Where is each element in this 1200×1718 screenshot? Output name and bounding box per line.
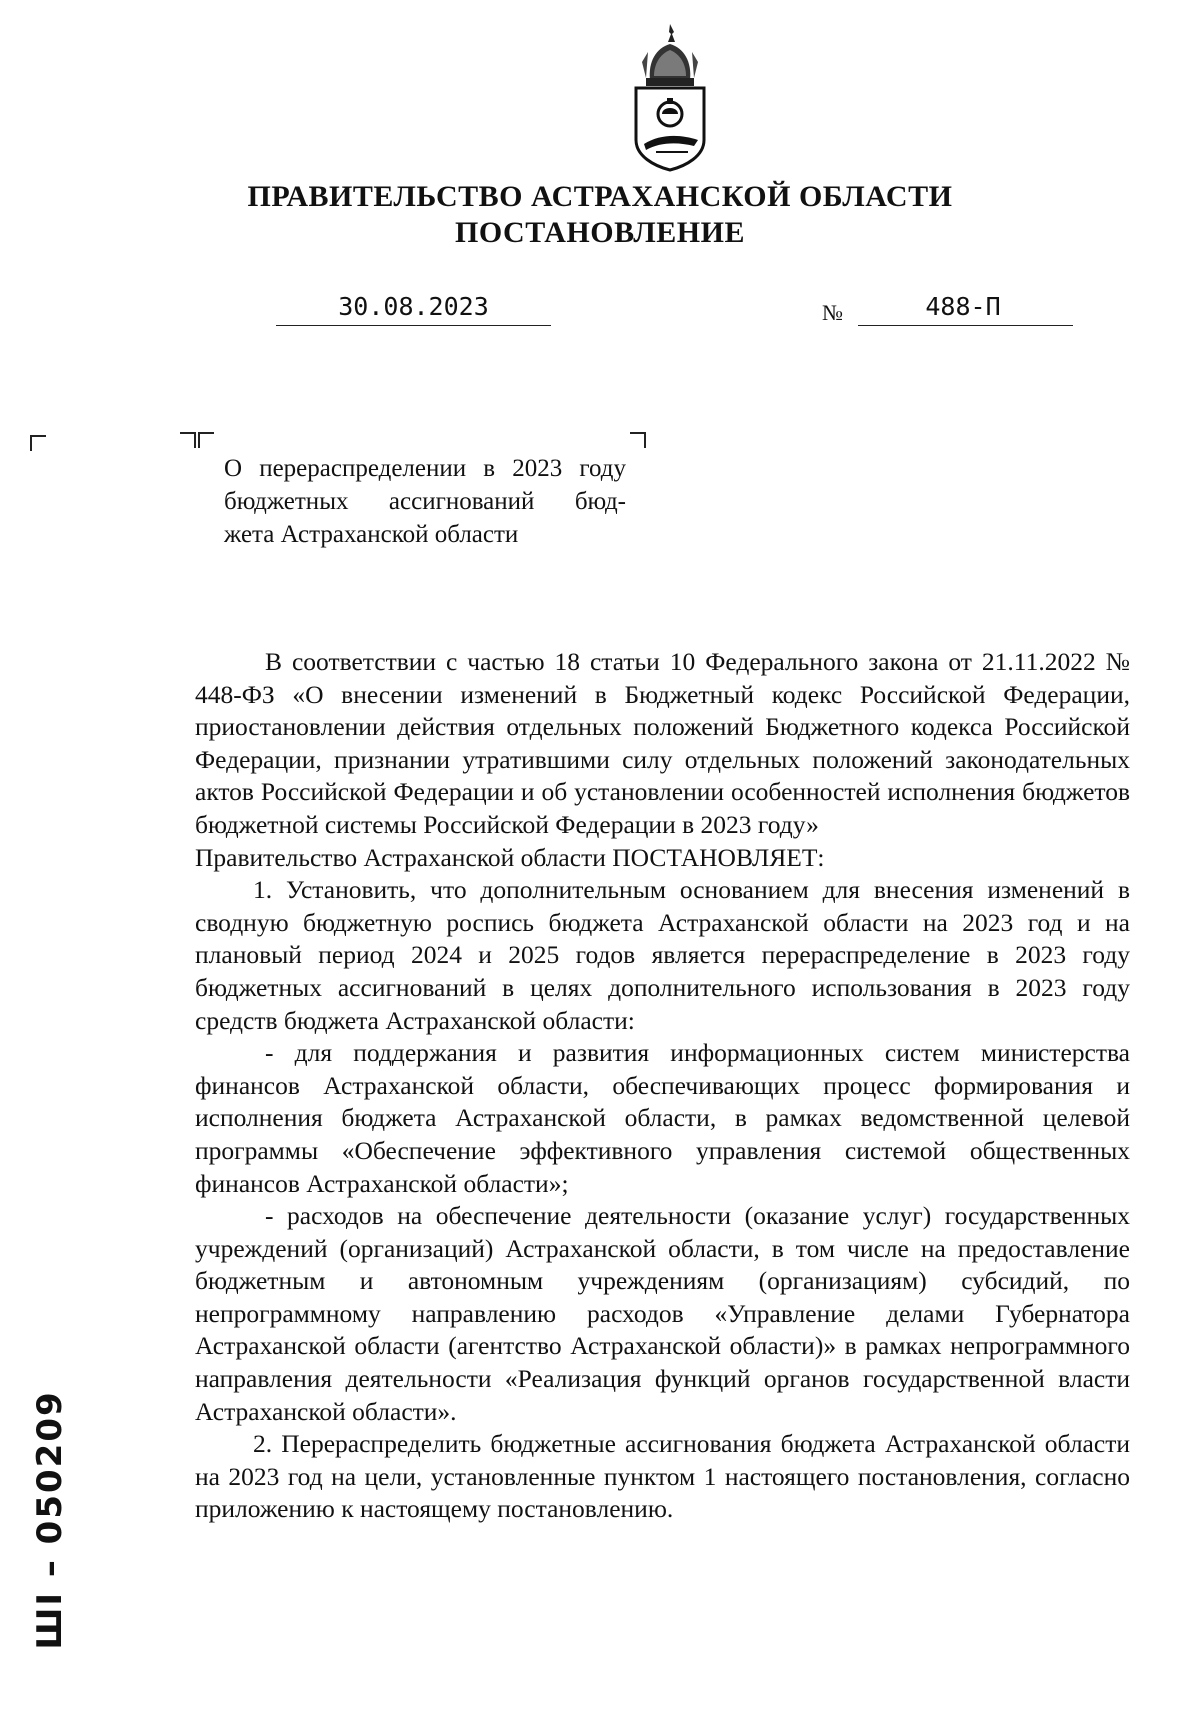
document-type: ПОСТАНОВЛЕНИЕ xyxy=(455,216,745,249)
clause-1-item-1: - для поддержания и развития информационных систем министерства финансов Астраханской области, обеспечивающих процесс формирования и исполнения бюджета Астраханской области, в рамках ведомственной целевой программы «Обеспечение эффективного управления системой общественных финансов Астраханской области»; xyxy=(195,1038,1130,1198)
resolution-paragraph: Правительство Астраханской области ПОСТАНОВЛЯЕТ: xyxy=(195,842,825,872)
clause-1-paragraph: 1. Установить, что дополнительным основанием для внесения изменений в сводную бюджетную роспись бюджета Астраханской области на 2023 год и на плановый период 2024 и 2025 годов является перераспределение в 2023 году бюджетных ассигнований в целях дополнительного использования в 2023 году средств бюджета Астраханской области: xyxy=(195,875,1130,1035)
date-underline xyxy=(276,325,551,326)
subject-line: жета Астраханской области xyxy=(224,521,519,548)
clause-1-item-2: - расходов на обеспечение деятельности (оказание услуг) государственных учреждений (организаций) Астраханской области, в том числе на предоставление бюджетным и автономным учреждениям (организациям) субсидий, по непрограммному направлению расходов «Управление делами Губернатора Астраханской области (агентство Астраханской области)» в рамках непрограммного направления деятельности «Реализация функций органов государственной власти Астраханской области». xyxy=(195,1201,1130,1426)
subject-corner-mark xyxy=(630,432,646,448)
document-subject xyxy=(224,452,626,551)
subject-corner-mark xyxy=(180,432,196,448)
preamble-paragraph: В соответствии с частью 18 статьи 10 Федерального закона от 21.11.2022 № 448-ФЗ «О внесении изменений в Бюджетный кодекс Российской Федерации, приостановлении действия отдельных положений Бюджетного кодекса Российской Федерации, признании утратившими силу отдельных положений законодательных актов Российской Федерации и об установлении особенностей исполнения бюджетов бюджетной системы Российской Федерации в 2023 году» xyxy=(195,647,1130,839)
subject-corner-mark xyxy=(198,432,214,448)
number-underline xyxy=(858,325,1073,326)
side-code-text: ШI – 050209 xyxy=(30,1390,70,1650)
number-label: № xyxy=(822,300,843,325)
subject-line: О перераспределении в 2023 году xyxy=(224,455,626,482)
coat-of-arms-emblem xyxy=(628,22,712,172)
document-date: 30.08.2023 xyxy=(338,292,489,321)
document-number: 488-П xyxy=(925,292,1001,321)
margin-corner-mark xyxy=(30,435,46,451)
document-body xyxy=(195,646,1130,1526)
government-title: ПРАВИТЕЛЬСТВО АСТРАХАНСКОЙ ОБЛАСТИ xyxy=(247,180,953,213)
side-registration-code xyxy=(20,1340,80,1700)
clause-2-paragraph: 2. Перераспределить бюджетные ассигнования бюджета Астраханской области на 2023 год на цели, установленные пунктом 1 настоящего постановления, согласно приложению к настоящему постановлению. xyxy=(195,1429,1130,1524)
subject-line: бюджетных ассигнований бюд- xyxy=(224,488,626,515)
